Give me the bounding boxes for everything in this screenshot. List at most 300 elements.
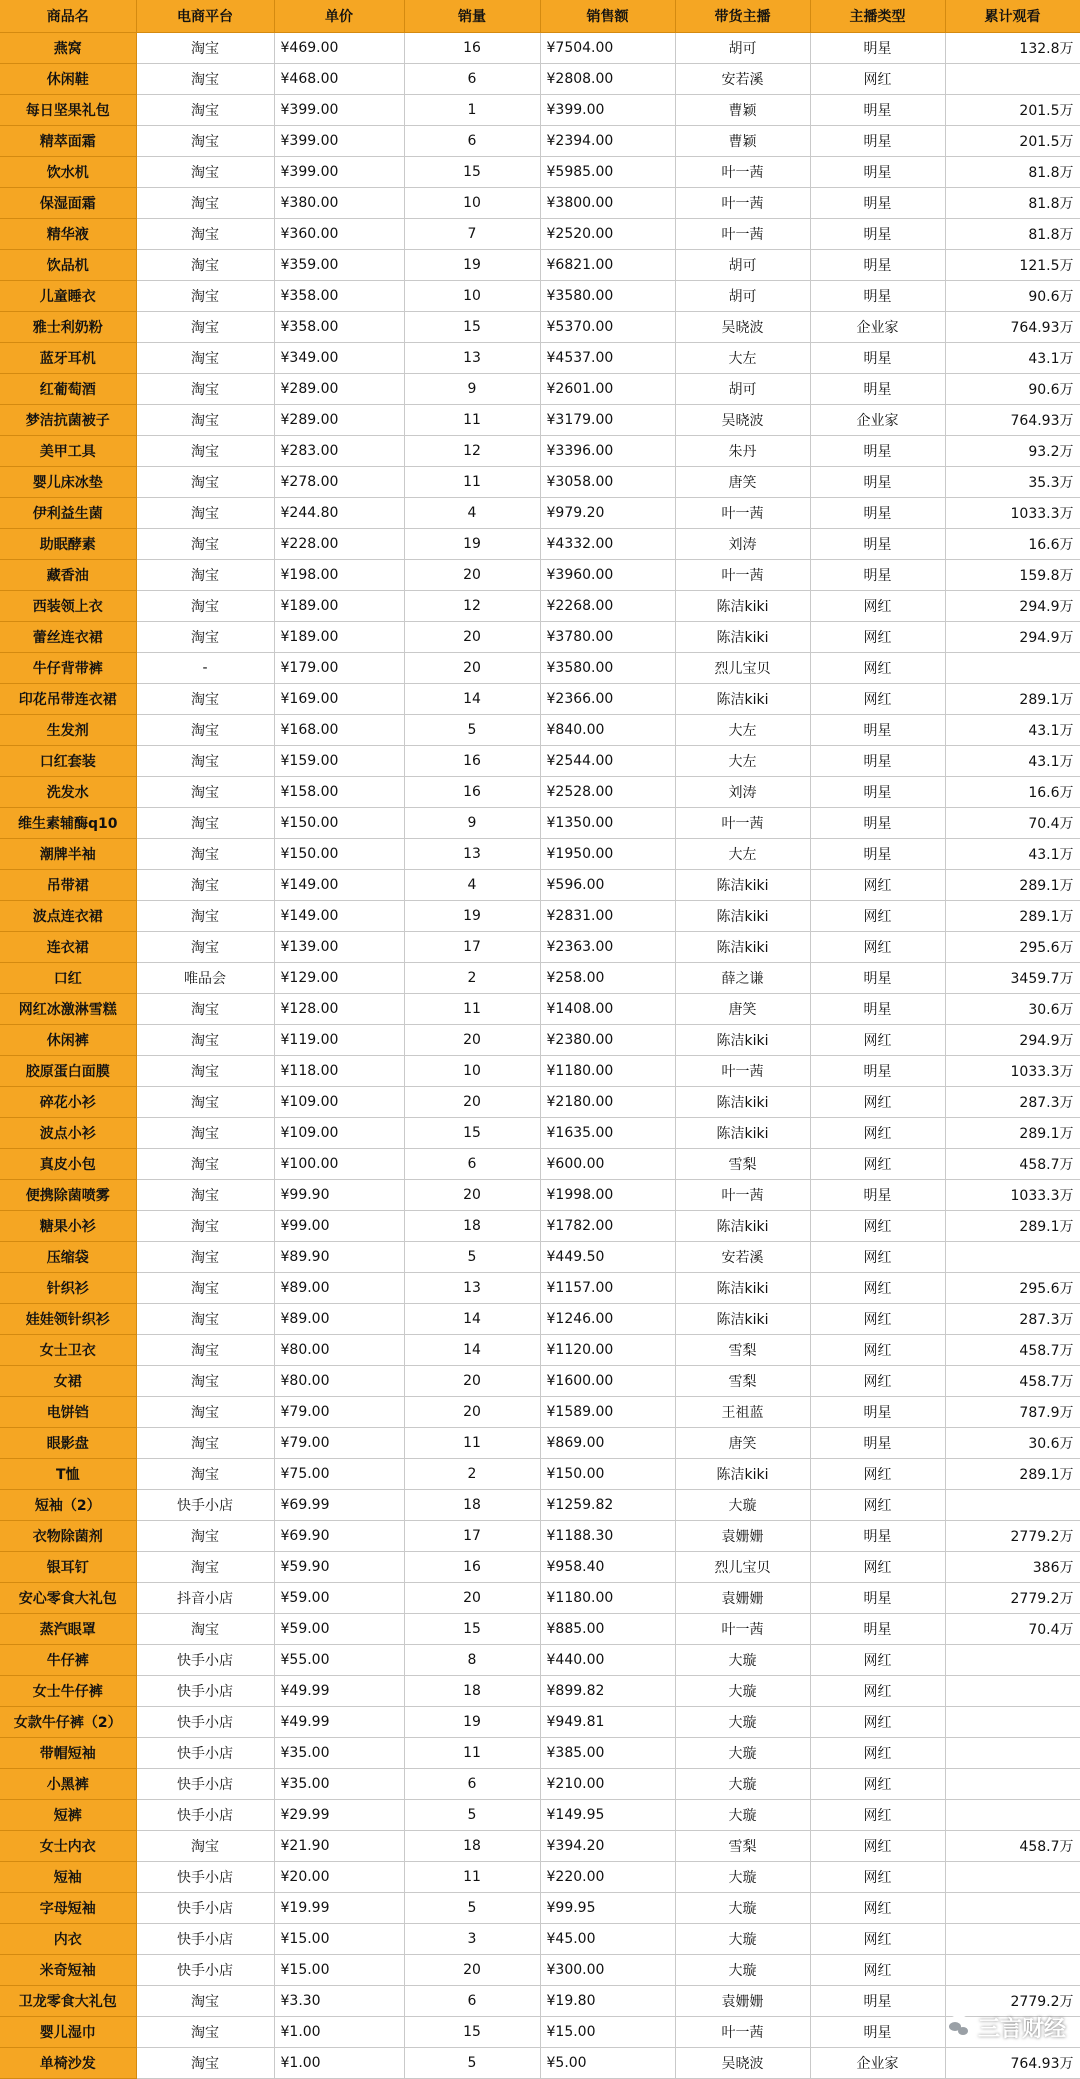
- cell-views: 294.9万: [945, 1024, 1080, 1055]
- table-row: [0, 63, 1080, 94]
- cell-streamer-type: 企业家: [810, 2047, 945, 2078]
- cell-price: ¥15.00: [274, 1954, 404, 1985]
- cell-platform: 淘宝: [136, 1520, 274, 1551]
- cell-product: 牛仔背带裤: [0, 652, 136, 683]
- table-row: [0, 838, 1080, 869]
- cell-quantity: 3: [404, 1923, 540, 1954]
- cell-revenue: ¥2268.00: [540, 590, 675, 621]
- table-row: [0, 1241, 1080, 1272]
- cell-streamer: 朱丹: [675, 435, 810, 466]
- table-row: [0, 404, 1080, 435]
- table-row: [0, 249, 1080, 280]
- cell-price: ¥35.00: [274, 1737, 404, 1768]
- cell-price: ¥360.00: [274, 218, 404, 249]
- cell-views: 2779.2万: [945, 1582, 1080, 1613]
- cell-revenue: ¥4537.00: [540, 342, 675, 373]
- cell-quantity: 14: [404, 1303, 540, 1334]
- cell-quantity: 15: [404, 1117, 540, 1148]
- cell-streamer: 大璇: [675, 1706, 810, 1737]
- cell-streamer: 曹颖: [675, 94, 810, 125]
- cell-quantity: 11: [404, 1737, 540, 1768]
- header-quantity: 销量: [404, 0, 540, 32]
- cell-revenue: ¥3179.00: [540, 404, 675, 435]
- cell-price: ¥228.00: [274, 528, 404, 559]
- header-price: 单价: [274, 0, 404, 32]
- cell-revenue: ¥1120.00: [540, 1334, 675, 1365]
- cell-revenue: ¥1782.00: [540, 1210, 675, 1241]
- cell-price: ¥118.00: [274, 1055, 404, 1086]
- cell-platform: 快手小店: [136, 1737, 274, 1768]
- table-row: [0, 1427, 1080, 1458]
- cell-price: ¥469.00: [274, 32, 404, 63]
- cell-views: 43.1万: [945, 714, 1080, 745]
- cell-streamer: 吴晓波: [675, 404, 810, 435]
- cell-views: 294.9万: [945, 621, 1080, 652]
- cell-price: ¥168.00: [274, 714, 404, 745]
- cell-quantity: 20: [404, 1365, 540, 1396]
- cell-views: [945, 1892, 1080, 1923]
- cell-platform: 淘宝: [136, 1365, 274, 1396]
- cell-quantity: 10: [404, 187, 540, 218]
- cell-platform: 淘宝: [136, 1148, 274, 1179]
- cell-price: ¥49.99: [274, 1675, 404, 1706]
- cell-views: 787.9万: [945, 1396, 1080, 1427]
- cell-streamer: 安若溪: [675, 1241, 810, 1272]
- cell-streamer-type: 网红: [810, 1675, 945, 1706]
- cell-price: ¥89.90: [274, 1241, 404, 1272]
- cell-quantity: 5: [404, 2047, 540, 2078]
- cell-views: 81.8万: [945, 187, 1080, 218]
- cell-product: 休闲鞋: [0, 63, 136, 94]
- cell-revenue: ¥596.00: [540, 869, 675, 900]
- cell-revenue: ¥1589.00: [540, 1396, 675, 1427]
- cell-revenue: ¥5985.00: [540, 156, 675, 187]
- cell-streamer: 大璇: [675, 1768, 810, 1799]
- cell-streamer: 胡可: [675, 373, 810, 404]
- cell-streamer-type: 网红: [810, 931, 945, 962]
- cell-quantity: 12: [404, 435, 540, 466]
- cell-quantity: 11: [404, 466, 540, 497]
- cell-revenue: ¥99.95: [540, 1892, 675, 1923]
- cell-product: 波点小衫: [0, 1117, 136, 1148]
- table-row: [0, 218, 1080, 249]
- table-row: [0, 435, 1080, 466]
- cell-platform: 淘宝: [136, 63, 274, 94]
- cell-views: 1033.3万: [945, 1179, 1080, 1210]
- table-row: [0, 156, 1080, 187]
- cell-product: 印花吊带连衣裙: [0, 683, 136, 714]
- cell-streamer-type: 网红: [810, 621, 945, 652]
- cell-product: 女裙: [0, 1365, 136, 1396]
- cell-streamer-type: 明星: [810, 435, 945, 466]
- cell-price: ¥139.00: [274, 931, 404, 962]
- cell-streamer: 大璇: [675, 1644, 810, 1675]
- cell-streamer: 雪梨: [675, 1830, 810, 1861]
- cell-quantity: 10: [404, 1055, 540, 1086]
- cell-views: 1033.3万: [945, 1055, 1080, 1086]
- cell-quantity: 17: [404, 1520, 540, 1551]
- cell-product: 短袖（2）: [0, 1489, 136, 1520]
- cell-revenue: ¥2180.00: [540, 1086, 675, 1117]
- table-row: [0, 590, 1080, 621]
- cell-views: 458.7万: [945, 1334, 1080, 1365]
- cell-product: 保湿面霜: [0, 187, 136, 218]
- table-row: [0, 652, 1080, 683]
- table-row: [0, 1892, 1080, 1923]
- cell-views: 201.5万: [945, 125, 1080, 156]
- cell-revenue: ¥210.00: [540, 1768, 675, 1799]
- table-row: [0, 962, 1080, 993]
- cell-price: ¥1.00: [274, 2016, 404, 2047]
- cell-platform: 淘宝: [136, 1241, 274, 1272]
- cell-streamer: 刘涛: [675, 528, 810, 559]
- cell-streamer-type: 网红: [810, 1272, 945, 1303]
- table-row: [0, 776, 1080, 807]
- cell-streamer-type: 明星: [810, 559, 945, 590]
- table-row: [0, 1706, 1080, 1737]
- cell-streamer-type: 网红: [810, 1706, 945, 1737]
- cell-price: ¥283.00: [274, 435, 404, 466]
- cell-revenue: ¥2520.00: [540, 218, 675, 249]
- cell-product: 便携除菌喷雾: [0, 1179, 136, 1210]
- cell-platform: 淘宝: [136, 621, 274, 652]
- cell-streamer: 大璇: [675, 1489, 810, 1520]
- cell-platform: 淘宝: [136, 435, 274, 466]
- cell-platform: 淘宝: [136, 1334, 274, 1365]
- cell-product: 女款牛仔裤（2）: [0, 1706, 136, 1737]
- cell-revenue: ¥885.00: [540, 1613, 675, 1644]
- cell-quantity: 5: [404, 1799, 540, 1830]
- cell-streamer: 陈洁kiki: [675, 683, 810, 714]
- cell-product: 女士内衣: [0, 1830, 136, 1861]
- cell-quantity: 20: [404, 1024, 540, 1055]
- cell-revenue: ¥3780.00: [540, 621, 675, 652]
- cell-platform: 淘宝: [136, 900, 274, 931]
- cell-platform: 快手小店: [136, 1923, 274, 1954]
- cell-streamer: 袁姗姗: [675, 1985, 810, 2016]
- cell-platform: 淘宝: [136, 1210, 274, 1241]
- cell-streamer: 吴晓波: [675, 311, 810, 342]
- cell-views: 289.1万: [945, 683, 1080, 714]
- cell-platform: 淘宝: [136, 1179, 274, 1210]
- cell-streamer: 陈洁kiki: [675, 590, 810, 621]
- cell-streamer: 雪梨: [675, 1148, 810, 1179]
- cell-platform: 淘宝: [136, 156, 274, 187]
- table-row: [0, 1985, 1080, 2016]
- cell-revenue: ¥220.00: [540, 1861, 675, 1892]
- cell-streamer: 陈洁kiki: [675, 621, 810, 652]
- cell-revenue: ¥949.81: [540, 1706, 675, 1737]
- cell-views: 386万: [945, 1551, 1080, 1582]
- cell-views: 201.5万: [945, 94, 1080, 125]
- cell-quantity: 18: [404, 1675, 540, 1706]
- table-row: [0, 1458, 1080, 1489]
- cell-streamer: 陈洁kiki: [675, 1303, 810, 1334]
- cell-revenue: ¥1259.82: [540, 1489, 675, 1520]
- cell-revenue: ¥1350.00: [540, 807, 675, 838]
- cell-quantity: 13: [404, 1272, 540, 1303]
- table-row: [0, 1799, 1080, 1830]
- cell-streamer: 叶一茜: [675, 187, 810, 218]
- cell-platform: 淘宝: [136, 466, 274, 497]
- cell-quantity: 20: [404, 652, 540, 683]
- cell-revenue: ¥2831.00: [540, 900, 675, 931]
- cell-price: ¥128.00: [274, 993, 404, 1024]
- cell-streamer: 唐笑: [675, 466, 810, 497]
- cell-product: 梦洁抗菌被子: [0, 404, 136, 435]
- cell-product: 小黑裤: [0, 1768, 136, 1799]
- cell-views: [945, 1799, 1080, 1830]
- cell-price: ¥80.00: [274, 1334, 404, 1365]
- cell-revenue: ¥1157.00: [540, 1272, 675, 1303]
- cell-streamer: 吴晓波: [675, 2047, 810, 2078]
- cell-product: 洗发水: [0, 776, 136, 807]
- cell-streamer-type: 明星: [810, 838, 945, 869]
- cell-streamer: 大璇: [675, 1799, 810, 1830]
- cell-product: 燕窝: [0, 32, 136, 63]
- cell-streamer-type: 网红: [810, 1024, 945, 1055]
- cell-streamer: 叶一茜: [675, 497, 810, 528]
- cell-streamer-type: 明星: [810, 1520, 945, 1551]
- table-row: [0, 2047, 1080, 2078]
- cell-product: 单椅沙发: [0, 2047, 136, 2078]
- cell-revenue: ¥258.00: [540, 962, 675, 993]
- cell-price: ¥159.00: [274, 745, 404, 776]
- cell-revenue: ¥3058.00: [540, 466, 675, 497]
- cell-views: 764.93万: [945, 2047, 1080, 2078]
- cell-price: ¥189.00: [274, 621, 404, 652]
- cell-quantity: 12: [404, 590, 540, 621]
- cell-views: 287.3万: [945, 1303, 1080, 1334]
- cell-platform: 唯品会: [136, 962, 274, 993]
- cell-streamer: 叶一茜: [675, 1613, 810, 1644]
- cell-views: 35.3万: [945, 466, 1080, 497]
- cell-platform: 淘宝: [136, 1551, 274, 1582]
- cell-price: ¥35.00: [274, 1768, 404, 1799]
- cell-product: 碎花小衫: [0, 1086, 136, 1117]
- cell-price: ¥129.00: [274, 962, 404, 993]
- cell-views: [945, 1737, 1080, 1768]
- table-row: [0, 528, 1080, 559]
- cell-revenue: ¥399.00: [540, 94, 675, 125]
- cell-product: 连衣裙: [0, 931, 136, 962]
- cell-streamer: 薛之谦: [675, 962, 810, 993]
- cell-views: 81.8万: [945, 156, 1080, 187]
- cell-streamer: 王祖蓝: [675, 1396, 810, 1427]
- cell-revenue: ¥600.00: [540, 1148, 675, 1179]
- table-row: [0, 1055, 1080, 1086]
- cell-views: [945, 1923, 1080, 1954]
- cell-streamer-type: 明星: [810, 342, 945, 373]
- cell-streamer-type: 明星: [810, 528, 945, 559]
- cell-streamer-type: 企业家: [810, 311, 945, 342]
- cell-product: 女士卫衣: [0, 1334, 136, 1365]
- cell-revenue: ¥385.00: [540, 1737, 675, 1768]
- cell-views: 295.6万: [945, 1272, 1080, 1303]
- table-row: [0, 187, 1080, 218]
- cell-streamer-type: 明星: [810, 156, 945, 187]
- cell-streamer: 叶一茜: [675, 156, 810, 187]
- cell-product: 吊带裙: [0, 869, 136, 900]
- cell-views: [945, 1706, 1080, 1737]
- cell-streamer: 胡可: [675, 32, 810, 63]
- cell-views: [945, 1489, 1080, 1520]
- cell-platform: 淘宝: [136, 807, 274, 838]
- cell-revenue: ¥1180.00: [540, 1055, 675, 1086]
- header-row: [0, 0, 1080, 32]
- cell-streamer: 胡可: [675, 280, 810, 311]
- cell-quantity: 5: [404, 1241, 540, 1272]
- cell-product: 卫龙零食大礼包: [0, 1985, 136, 2016]
- cell-price: ¥150.00: [274, 838, 404, 869]
- cell-views: 70.4万: [945, 807, 1080, 838]
- cell-product: 伊利益生菌: [0, 497, 136, 528]
- cell-streamer: 陈洁kiki: [675, 1458, 810, 1489]
- cell-streamer: 陈洁kiki: [675, 900, 810, 931]
- cell-streamer-type: 明星: [810, 2016, 945, 2047]
- cell-platform: 抖音小店: [136, 1582, 274, 1613]
- cell-quantity: 2: [404, 1458, 540, 1489]
- cell-quantity: 16: [404, 745, 540, 776]
- cell-product: 字母短袖: [0, 1892, 136, 1923]
- cell-platform: 快手小店: [136, 1768, 274, 1799]
- cell-product: 网红冰激淋雪糕: [0, 993, 136, 1024]
- table-row: [0, 683, 1080, 714]
- cell-quantity: 14: [404, 1334, 540, 1365]
- cell-streamer-type: 明星: [810, 249, 945, 280]
- cell-quantity: 19: [404, 249, 540, 280]
- cell-price: ¥359.00: [274, 249, 404, 280]
- table-row: [0, 1117, 1080, 1148]
- cell-product: 休闲裤: [0, 1024, 136, 1055]
- cell-platform: 淘宝: [136, 1458, 274, 1489]
- cell-quantity: 20: [404, 1396, 540, 1427]
- cell-streamer: 叶一茜: [675, 2016, 810, 2047]
- cell-streamer-type: 明星: [810, 466, 945, 497]
- table-row: [0, 2016, 1080, 2047]
- table-row: [0, 32, 1080, 63]
- cell-streamer-type: 网红: [810, 1644, 945, 1675]
- cell-views: 2779.2万: [945, 1520, 1080, 1551]
- cell-streamer-type: 网红: [810, 1489, 945, 1520]
- cell-platform: 快手小店: [136, 1954, 274, 1985]
- cell-streamer: 大左: [675, 342, 810, 373]
- cell-streamer-type: 明星: [810, 1396, 945, 1427]
- cell-product: 儿童睡衣: [0, 280, 136, 311]
- cell-platform: 淘宝: [136, 1272, 274, 1303]
- cell-quantity: 16: [404, 1551, 540, 1582]
- cell-platform: 淘宝: [136, 311, 274, 342]
- header-views: 累计观看: [945, 0, 1080, 32]
- cell-quantity: 19: [404, 900, 540, 931]
- cell-product: 眼影盘: [0, 1427, 136, 1458]
- cell-views: [945, 1768, 1080, 1799]
- cell-price: ¥59.00: [274, 1613, 404, 1644]
- cell-revenue: ¥1188.30: [540, 1520, 675, 1551]
- table-row: [0, 900, 1080, 931]
- cell-views: 764.93万: [945, 404, 1080, 435]
- cell-views: 43.1万: [945, 745, 1080, 776]
- cell-quantity: 20: [404, 621, 540, 652]
- cell-streamer-type: 明星: [810, 187, 945, 218]
- cell-streamer-type: 网红: [810, 1086, 945, 1117]
- cell-streamer-type: 网红: [810, 1334, 945, 1365]
- cell-revenue: ¥1635.00: [540, 1117, 675, 1148]
- table-row: [0, 559, 1080, 590]
- cell-streamer: 胡可: [675, 249, 810, 280]
- cell-price: ¥49.99: [274, 1706, 404, 1737]
- cell-quantity: 11: [404, 1427, 540, 1458]
- cell-quantity: 9: [404, 807, 540, 838]
- table-row: [0, 1954, 1080, 1985]
- cell-price: ¥289.00: [274, 404, 404, 435]
- cell-revenue: ¥2366.00: [540, 683, 675, 714]
- cell-quantity: 13: [404, 838, 540, 869]
- cell-streamer: 大璇: [675, 1954, 810, 1985]
- cell-platform: 淘宝: [136, 559, 274, 590]
- cell-price: ¥89.00: [274, 1303, 404, 1334]
- cell-revenue: ¥2394.00: [540, 125, 675, 156]
- cell-views: 30.6万: [945, 993, 1080, 1024]
- header-streamer: 带货主播: [675, 0, 810, 32]
- cell-revenue: ¥7504.00: [540, 32, 675, 63]
- cell-platform: 淘宝: [136, 2047, 274, 2078]
- cell-views: 90.6万: [945, 280, 1080, 311]
- cell-price: ¥358.00: [274, 311, 404, 342]
- cell-revenue: ¥3960.00: [540, 559, 675, 590]
- cell-product: 内衣: [0, 1923, 136, 1954]
- cell-price: ¥3.30: [274, 1985, 404, 2016]
- cell-product: 带帽短袖: [0, 1737, 136, 1768]
- cell-streamer-type: 网红: [810, 1923, 945, 1954]
- cell-revenue: ¥440.00: [540, 1644, 675, 1675]
- cell-product: 雅士利奶粉: [0, 311, 136, 342]
- cell-views: 289.1万: [945, 900, 1080, 931]
- cell-platform: 淘宝: [136, 32, 274, 63]
- watermark-text: 三言财经: [977, 2017, 1066, 2042]
- cell-quantity: 14: [404, 683, 540, 714]
- cell-product: 红葡萄酒: [0, 373, 136, 404]
- table-row: [0, 1644, 1080, 1675]
- cell-views: 1033.3万: [945, 497, 1080, 528]
- cell-quantity: 18: [404, 1489, 540, 1520]
- cell-streamer-type: 网红: [810, 900, 945, 931]
- cell-platform: 快手小店: [136, 1861, 274, 1892]
- cell-quantity: 5: [404, 714, 540, 745]
- cell-streamer: 袁姗姗: [675, 1520, 810, 1551]
- cell-price: ¥29.99: [274, 1799, 404, 1830]
- table-row: [0, 745, 1080, 776]
- cell-views: [945, 1861, 1080, 1892]
- cell-views: 764.93万: [945, 311, 1080, 342]
- cell-price: ¥89.00: [274, 1272, 404, 1303]
- cell-streamer-type: 明星: [810, 1055, 945, 1086]
- cell-streamer-type: 明星: [810, 497, 945, 528]
- cell-streamer-type: 网红: [810, 1241, 945, 1272]
- cell-price: ¥80.00: [274, 1365, 404, 1396]
- cell-quantity: 6: [404, 125, 540, 156]
- table-row: [0, 466, 1080, 497]
- cell-platform: 淘宝: [136, 838, 274, 869]
- cell-product: 蓝牙耳机: [0, 342, 136, 373]
- cell-streamer-type: 网红: [810, 1551, 945, 1582]
- cell-product: 短裤: [0, 1799, 136, 1830]
- cell-revenue: ¥2808.00: [540, 63, 675, 94]
- cell-views: 93.2万: [945, 435, 1080, 466]
- cell-quantity: 18: [404, 1830, 540, 1861]
- cell-streamer-type: 明星: [810, 94, 945, 125]
- cell-streamer-type: 网红: [810, 590, 945, 621]
